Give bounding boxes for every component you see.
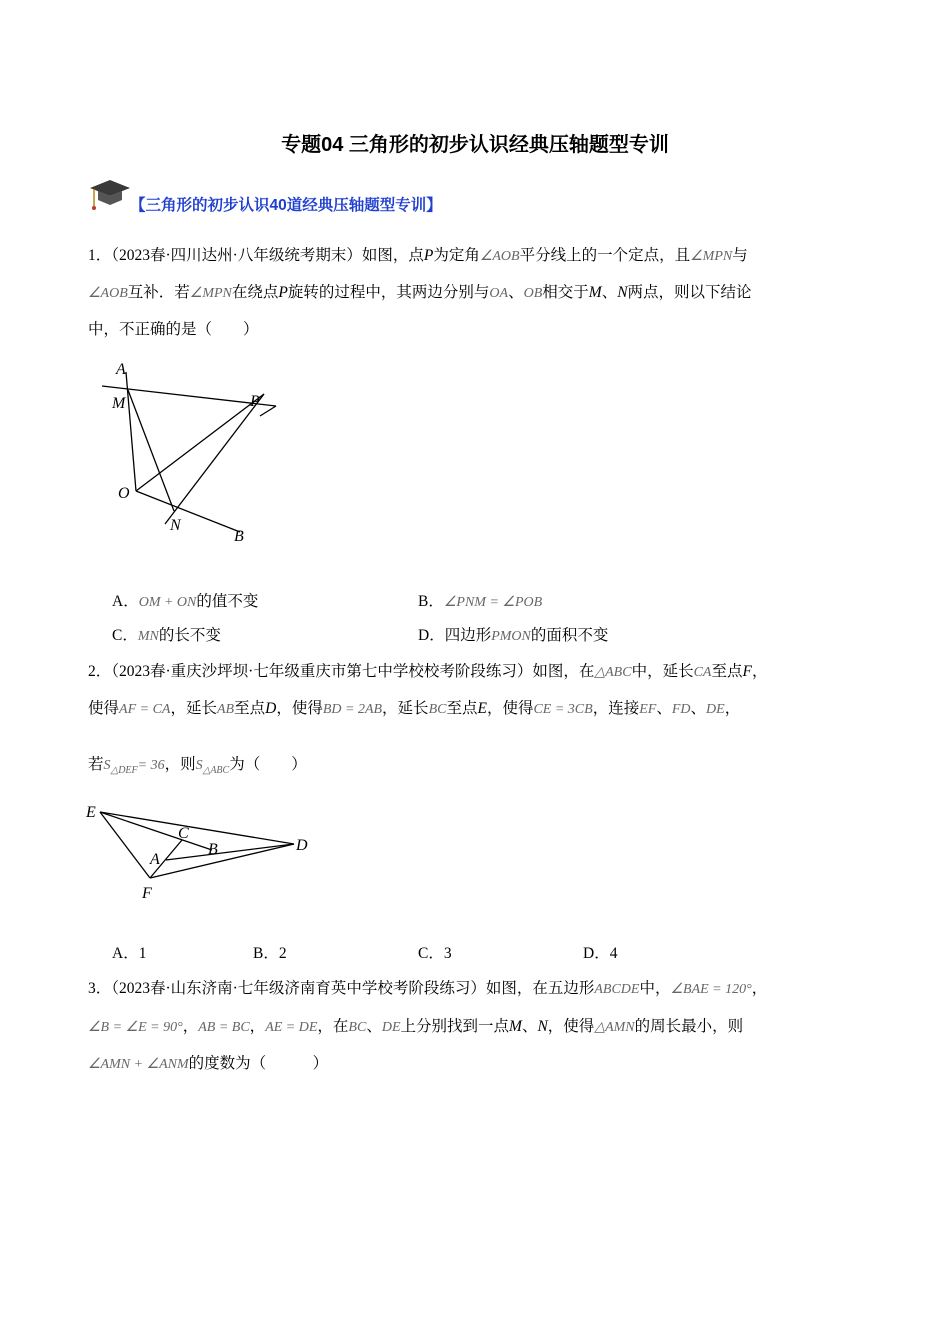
label-D: D xyxy=(296,837,308,854)
page-title: 专题04 三角形的初步认识经典压轴题型专训 xyxy=(281,134,669,156)
q3-line2: ∠B = ∠E = 90°，AB = BC，AE = DE，在BC、DE上分别找到一点M、N，使得△AMN的周长最小，则 xyxy=(88,1018,744,1035)
q1-line3: 中，不正确的是（ ） xyxy=(88,321,259,338)
q2-option-c[interactable]: C．3 xyxy=(418,945,452,962)
label-B: B xyxy=(208,841,218,858)
line-PN xyxy=(165,394,264,524)
line-EF xyxy=(100,812,150,878)
q2-line2: 使得AF = CA，延长AB至点D，使得BD = 2AB，延长BC至点E，使得CE = 3CB，连接EF、FD、DE， xyxy=(88,700,741,717)
q3-line1: 3．（2023春·山东济南·七年级济南育英中学校考阶段练习）如图，在五边形ABCDE中，∠BAE = 120°， xyxy=(88,980,768,997)
line-EB xyxy=(100,812,212,850)
label-O: O xyxy=(118,485,130,502)
line-MN xyxy=(128,390,174,511)
q1-option-b[interactable]: B．∠PNM = ∠POB xyxy=(418,593,543,610)
q2-line3: 若$S_{\triangle DEF}= 36$，则$S_{\triangle ABC}$为（ ） xyxy=(88,756,307,777)
label-A: A xyxy=(116,361,126,378)
q3-line3: ∠AMN + ∠ANM的度数为（ ） xyxy=(88,1055,329,1072)
label-A: A xyxy=(150,851,160,868)
q1-option-a[interactable]: A．OM + ON的值不变 xyxy=(112,593,259,610)
section-header: 【三角形的初步认识40道经典压轴题型专训】 xyxy=(130,197,442,214)
q2-option-a[interactable]: A．1 xyxy=(112,945,147,962)
graduation-cap-icon xyxy=(86,176,132,210)
label-M: M xyxy=(112,395,126,412)
q1-line2: ∠AOB互补．若∠MPN在绕点P旋转的过程中，其两边分别与OA、OB相交于M、N两点，则以下结论 xyxy=(88,284,752,301)
q2-figure xyxy=(84,798,324,908)
q1-line1: 1．（2023春·四川达州·八年级统考期末）如图，点P为定角∠AOB平分线上的一个定点，且∠MPN与 xyxy=(88,247,748,264)
q2-line1: 2．（2023春·重庆沙坪坝·七年级重庆市第七中学校校考阶段练习）如图，在△ABC中，延长CA至点F， xyxy=(88,663,768,680)
label-B: B xyxy=(234,528,244,545)
label-N: N xyxy=(170,517,181,534)
q1-figure xyxy=(90,352,300,552)
label-P: P xyxy=(250,393,260,410)
line-ED xyxy=(100,812,294,844)
line-FD xyxy=(150,844,294,878)
q2-option-d[interactable]: D．4 xyxy=(583,945,618,962)
line-OP xyxy=(136,394,264,491)
label-F: F xyxy=(142,885,152,902)
label-C: C xyxy=(178,825,189,842)
q1-option-c[interactable]: C．MN的长不变 xyxy=(112,627,221,644)
line-OB xyxy=(136,491,240,532)
line-AD xyxy=(166,844,294,860)
q2-option-b[interactable]: B．2 xyxy=(253,945,287,962)
q1-option-d[interactable]: D．四边形PMON的面积不变 xyxy=(418,627,609,644)
label-E: E xyxy=(86,804,96,821)
